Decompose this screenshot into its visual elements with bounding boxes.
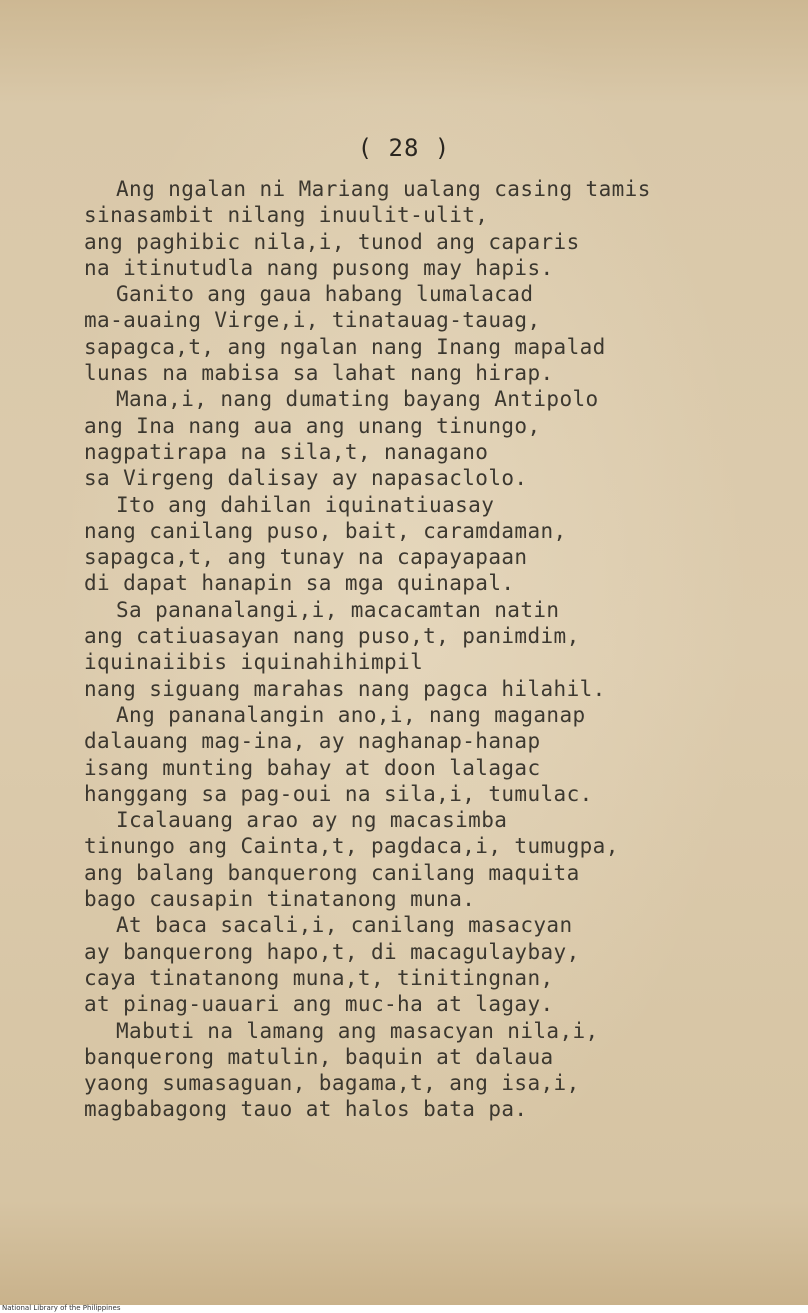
poem-line: sa Virgeng dalisay ay napasaclolo. (84, 466, 528, 491)
poem-line: at pinag-uauari ang muc-ha at lagay. (84, 992, 554, 1017)
poem-line: ang paghibic nila,i, tunod ang caparis (84, 229, 580, 254)
poem-line: Ito ang dahilan iquinatiuasay (116, 492, 495, 517)
poem-line: Ang pananalangin ano,i, nang maganap (116, 702, 586, 727)
page-number: ( 28 ) (357, 134, 451, 162)
poem-line: ma-auaing Virge,i, tinatauag-tauag, (84, 308, 541, 333)
poem-line: ang catiuasayan nang puso,t, panimdim, (84, 624, 580, 649)
poem-line: Sa pananalangi,i, macacamtan natin (116, 597, 560, 622)
poem-line: lunas na mabisa sa lahat nang hirap. (84, 361, 554, 386)
poem-line: nang siguang marahas nang pagca hilahil. (84, 676, 606, 701)
poem-line: caya tinatanong muna,t, tinitingnan, (84, 965, 554, 990)
poem-line: na itinutudla nang pusong may hapis. (84, 255, 554, 280)
poem-line: tinungo ang Cainta,t, pagdaca,i, tumugpa, (84, 834, 619, 859)
library-credit: National Library of the Philippines (2, 1304, 121, 1312)
poem-line: sapagca,t, ang tunay na capayapaan (84, 545, 528, 570)
poem-line: At baca sacali,i, canilang masacyan (116, 913, 573, 938)
poem-line: nang canilang puso, bait, caramdaman, (84, 518, 567, 543)
poem-line: iquinaiibis iquinahihimpil (84, 650, 424, 675)
poem-line: isang munting bahay at doon lalagac (84, 755, 541, 780)
poem-line: magbabagong tauo at halos bata pa. (84, 1097, 528, 1122)
poem-line: sinasambit nilang inuulit-ulit, (84, 203, 489, 228)
poem-line: Icalauang arao ay ng macasimba (116, 808, 508, 833)
poem-line: di dapat hanapin sa mga quinapal. (84, 571, 515, 596)
poem-line: ay banquerong hapo,t, di macagulaybay, (84, 939, 580, 964)
poem-line: yaong sumasaguan, bagama,t, ang isa,i, (84, 1071, 580, 1096)
poem-line: banquerong matulin, baquin at dalaua (84, 1044, 554, 1069)
poem-line: ang balang banquerong canilang maquita (84, 860, 580, 885)
poem-line: ang Ina nang aua ang unang tinungo, (84, 413, 541, 438)
poem-line: hanggang sa pag-oui na sila,i, tumulac. (84, 781, 593, 806)
poem-line: Mabuti na lamang ang masacyan nila,i, (116, 1018, 599, 1043)
poem-text (84, 176, 784, 1123)
poem-line: dalauang mag-ina, ay naghanap-hanap (84, 729, 541, 754)
poem-line: nagpatirapa na sila,t, nanagano (84, 439, 489, 464)
poem-line: bago causapin tinatanong muna. (84, 887, 476, 912)
poem-line: sapagca,t, ang ngalan nang Inang mapalad (84, 334, 606, 359)
poem-line: Ganito ang gaua habang lumalacad (116, 282, 534, 307)
poem-line: Ang ngalan ni Mariang ualang casing tamis (116, 177, 651, 201)
poem-line: Mana,i, nang dumating bayang Antipolo (116, 387, 599, 412)
